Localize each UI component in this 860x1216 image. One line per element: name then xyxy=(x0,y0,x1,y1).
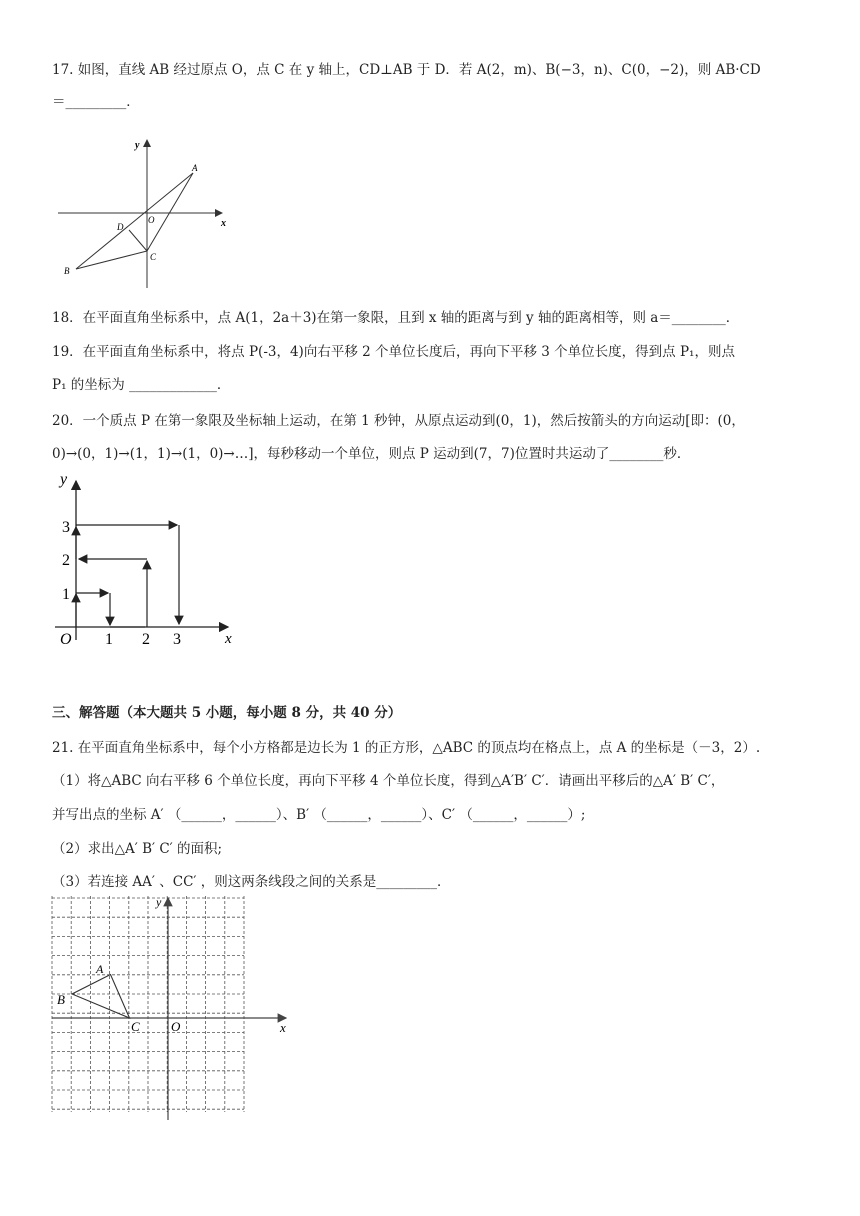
q20-line1: 20．一个质点 P 在第一象限及坐标轴上运动，在第 1 秒钟，从原点运动到(0，1)，然后按箭头的方向运动[即：(0， xyxy=(52,413,745,429)
q17-segment-AC xyxy=(147,173,193,251)
q20-line2: 0)→(0，1)→(1，1)→(1，0)→…]，每秒移动一个单位，则点 P 运动到(7，7)位置时共运动了________秒． xyxy=(52,446,691,462)
q18-line1: 18．在平面直角坐标系中，点 A(1，2a＋3)在第一象限，且到 x 轴的距离与到 y 轴的距离相等，则 a＝________． xyxy=(52,310,740,326)
q20-tick-y1: 1 xyxy=(62,586,70,603)
q17-label-y: y xyxy=(135,140,140,151)
q21-label-y: y xyxy=(156,895,162,909)
q21-line4: （2）求出△A′ B′ C′ 的面积; xyxy=(52,841,223,857)
q17-label-B: B xyxy=(64,266,70,276)
q20-tick-x3: 3 xyxy=(173,631,181,648)
q21-label-x: x xyxy=(280,1020,286,1035)
q17-label-x: x xyxy=(221,218,226,229)
q20-tick-y2: 2 xyxy=(62,552,70,569)
q17-line2: ＝_________． xyxy=(52,94,140,110)
q21-line2: （1）将△ABC 向右平移 6 个单位长度，再向下平移 4 个单位长度，得到△A′B′ C′．请画出平移后的△A′ B′ C′， xyxy=(52,773,725,789)
q21-label-A: A xyxy=(96,962,104,976)
q21-grid-figure xyxy=(48,892,298,1124)
q17-figure xyxy=(50,130,240,290)
section-3-title: 三、解答题（本大题共 5 小题，每小题 8 分，共 40 分） xyxy=(52,705,402,721)
q17-label-D: D xyxy=(117,222,124,232)
q21-label-B: B xyxy=(57,992,65,1007)
q21-line3: 并写出点的坐标 A′ （______，______）、B′ （______，______）、C′ （______，______）; xyxy=(52,807,586,823)
q21-label-O: O xyxy=(171,1019,181,1034)
q20-tick-x2: 2 xyxy=(142,631,150,648)
q19-line2: P₁ 的坐标为 _____________． xyxy=(52,377,231,393)
q21-line5: （3）若连接 AA′ 、CC′ ，则这两条线段之间的关系是_________． xyxy=(52,874,451,890)
q20-label-O: O xyxy=(60,631,72,648)
q17-label-C: C xyxy=(150,252,157,262)
q17-segment-CD xyxy=(129,230,147,251)
q17-label-O: O xyxy=(148,215,155,225)
q21-triangle-ABC xyxy=(72,975,130,1019)
q19-line1: 19．在平面直角坐标系中，将点 P(-3，4)向右平移 2 个单位长度后，再向下平移 3 个单位长度，得到点 P₁，则点 xyxy=(52,344,735,360)
q20-label-x: x xyxy=(225,631,232,647)
q17-line1: 17. 如图，直线 AB 经过原点 O，点 C 在 y 轴上，CD⊥AB 于 D．若 A(2，m)、B(−3，n)、C(0，−2)，则 AB·CD xyxy=(52,62,761,78)
q21-label-C: C xyxy=(131,1019,140,1034)
q21-line1: 21. 在平面直角坐标系中，每个小方格都是边长为 1 的正方形，△ABC 的顶点均在格点上，点 A 的坐标是（－3，2）. xyxy=(52,740,761,756)
q20-tick-y3: 3 xyxy=(62,519,70,536)
q17-label-A: A xyxy=(192,163,198,173)
q20-label-y: y xyxy=(60,471,68,488)
q20-tick-x1: 1 xyxy=(105,631,113,648)
q21-dashed-grid xyxy=(52,896,244,1112)
q20-figure xyxy=(50,465,250,650)
